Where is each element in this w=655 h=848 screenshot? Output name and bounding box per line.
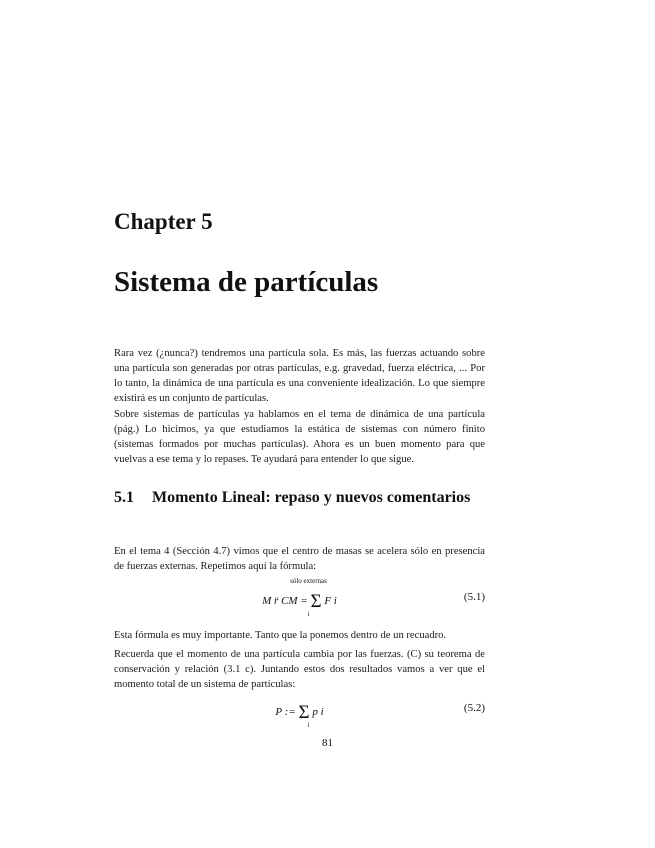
section-number: 5.1 (114, 489, 134, 506)
sum-symbol: Σ (310, 591, 322, 612)
section-title: Momento Lineal: repaso y nuevos comentarios (152, 489, 471, 506)
equation-lhs: M r̈ CM (262, 595, 298, 607)
equation-rhs: F i (324, 595, 337, 607)
intro-paragraph-1: Rara vez (¿nunca?) tendremos una partícula sola. Es más, las fuerzas actuando sobre una partícula son generadas por otras partículas, e.g. gravedad, fuerza eléctrica, ... Por lo tanto, la dinámica de una partícula es una conveniente idealización. Lo que siempre existirá es un conjunto de partículas. (114, 348, 485, 404)
equation-sum-index: i (307, 610, 310, 618)
equation-rhs: p i (312, 706, 324, 718)
section-heading (114, 487, 485, 509)
equation-sum-index: i (307, 721, 310, 729)
equation-number: (5.1) (463, 591, 485, 603)
equation-lhs: P (275, 706, 282, 718)
sum-symbol: Σ (298, 702, 310, 723)
equation-equals: = (300, 595, 308, 607)
equation-5-1 (114, 577, 485, 623)
chapter-title: Sistema de partículas (114, 266, 379, 298)
section-paragraph-3: Recuerda que el momento de una partícula cambia por las fuerzas. (C) su teorema de conservación y relación (3.1 c). Juntando estos dos resultados vamos a ver que el momento total de un sistema de partículas: (114, 649, 485, 690)
chapter-label: Chapter 5 (114, 209, 213, 234)
section-paragraph-1: En el tema 4 (Sección 4.7) vimos que el centro de masas se acelera sólo en presencia de fuerzas externas. Repetimos aquí la fórmula: (114, 546, 485, 572)
intro-paragraph-2: Sobre sistemas de partículas ya hablamos en el tema de dinámica de una partícula (pág.) Lo hicimos, ya que estudiamos la estática de sistemas con número finito (sistemas formados por muchas partículas). Ahora es un buen momento para que vuelvas a ese tema y lo repases. Te ayudará para entender lo que sigue. (114, 409, 485, 465)
section-paragraph-2: Esta fórmula es muy importante. Tanto que la ponemos dentro de un recuadro. (114, 630, 447, 641)
equation-5-2 (114, 694, 485, 734)
equation-equals: := (284, 706, 296, 718)
equation-number: (5.2) (463, 702, 485, 714)
page-number: 81 (322, 737, 333, 749)
equation-sum-upper-label: sólo externas (290, 577, 327, 585)
